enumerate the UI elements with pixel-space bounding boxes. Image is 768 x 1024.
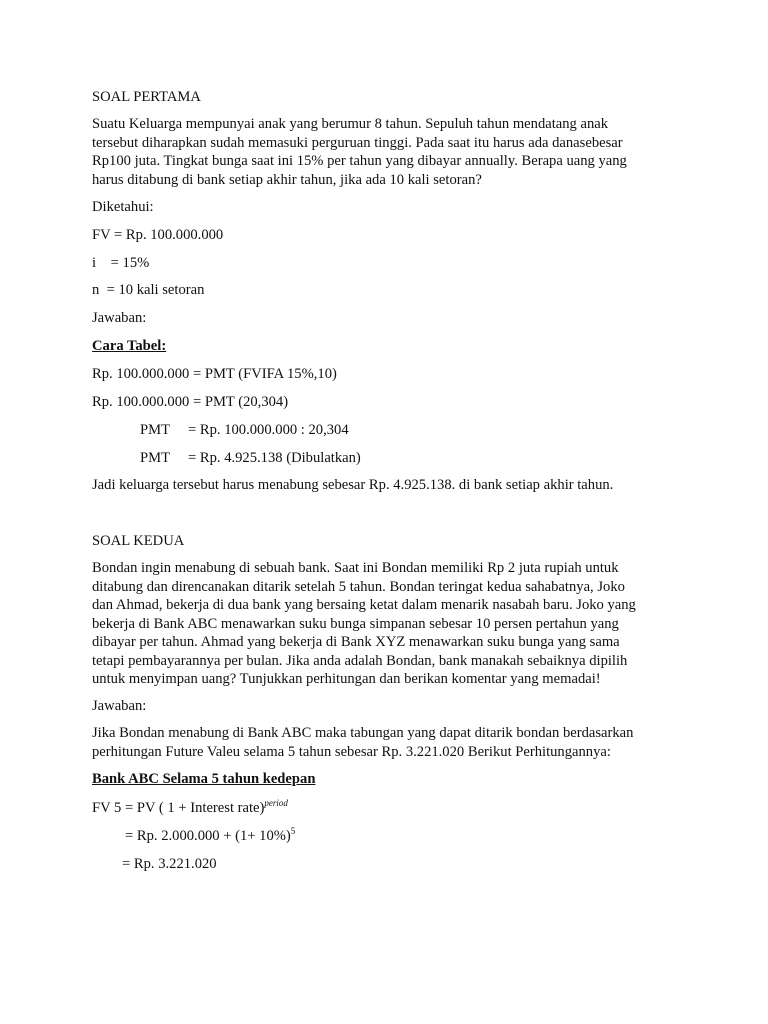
calc-step-4: PMT = Rp. 4.925.138 (Dibulatkan) xyxy=(140,450,361,466)
problem-2-line: untuk menyimpan uang? Tunjukkan perhitungan dan berikan komentar yang memadai! xyxy=(92,671,601,687)
problem-1-line: tersebut diharapkan sudah memasuki perguruan tinggi. Pada saat itu harus ada danasebesar xyxy=(92,134,623,151)
problem-2-line: ditabung dan direncanakan ditarik setelah 5 tahun. Bondan teringat kedua sahabatnya, Joko xyxy=(92,578,625,595)
answer-2-text xyxy=(92,724,692,761)
calc-step-1: Rp. 100.000.000 = PMT (FVIFA 15%,10) xyxy=(92,366,337,382)
fv-formula xyxy=(92,799,288,817)
conclusion-1: Jadi keluarga tersebut harus menabung sebesar Rp. 4.925.138. di bank setiap akhir tahun. xyxy=(92,477,614,493)
cara-tabel-heading: Cara Tabel: xyxy=(92,338,167,354)
problem-2-line: bekerja di Bank ABC menawarkan suku bunga simpanan sebesar 10 persen pertahun yang xyxy=(92,615,619,632)
given-i: i = 15% xyxy=(92,255,150,271)
section-heading-soal-pertama: SOAL PERTAMA xyxy=(92,89,201,105)
fv-formula-main: FV 5 = PV ( 1 + Interest rate) xyxy=(92,800,265,816)
calc-step-3: PMT = Rp. 100.000.000 : 20,304 xyxy=(140,422,349,438)
problem-1-line: Rp100 juta. Tingkat bunga saat ini 15% per tahun yang dibayar annually. Berapa uang yang xyxy=(92,153,627,169)
answer-2-line: perhitungan Future Valeu selama 5 tahun sebesar Rp. 3.221.020 Berikut Perhitungannya: xyxy=(92,743,611,760)
fv-calc-1 xyxy=(125,827,295,845)
problem-2-line: tetapi pembayarannya per bulan. Jika anda adalah Bondan, bank manakah sebaiknya dipilih xyxy=(92,652,628,669)
fv-calc-1-main: = Rp. 2.000.000 + (1+ 10%) xyxy=(125,828,291,844)
answer-2-line: Jika Bondan menabung di Bank ABC maka tabungan yang dapat ditarik bondan berdasarkan xyxy=(92,725,634,741)
jawaban-label-2: Jawaban: xyxy=(92,698,147,714)
problem-2-line: Bondan ingin menabung di sebuah bank. Saat ini Bondan memiliki Rp 2 juta rupiah untuk xyxy=(92,560,619,576)
fv-formula-exponent: period xyxy=(264,798,288,809)
problem-2-text xyxy=(92,559,692,689)
problem-1-line: Suatu Keluarga mempunyai anak yang berumur 8 tahun. Sepuluh tahun mendatang anak xyxy=(92,116,609,132)
problem-2-line: dibayar per tahun. Ahmad yang bekerja di Bank XYZ menawarkan suku bunga yang sama xyxy=(92,634,620,650)
section-heading-soal-kedua: SOAL KEDUA xyxy=(92,533,185,549)
problem-1-line: harus ditabung di bank setiap akhir tahun, jika ada 10 kali setoran? xyxy=(92,171,482,188)
given-fv: FV = Rp. 100.000.000 xyxy=(92,227,224,243)
bank-abc-heading: Bank ABC Selama 5 tahun kedepan xyxy=(92,771,316,787)
diketahui-label: Diketahui: xyxy=(92,199,154,215)
problem-2-line: dan Ahmad, bekerja di dua bank yang bersaing ketat dalam menarik nasabah baru. Joko yang xyxy=(92,597,636,613)
given-n: n = 10 kali setoran xyxy=(92,282,205,298)
problem-1-text xyxy=(92,115,692,189)
calc-step-2: Rp. 100.000.000 = PMT (20,304) xyxy=(92,394,289,410)
fv-calc-2: = Rp. 3.221.020 xyxy=(122,856,217,872)
jawaban-label-1: Jawaban: xyxy=(92,310,147,326)
fv-calc-1-exponent: 5 xyxy=(290,826,296,837)
